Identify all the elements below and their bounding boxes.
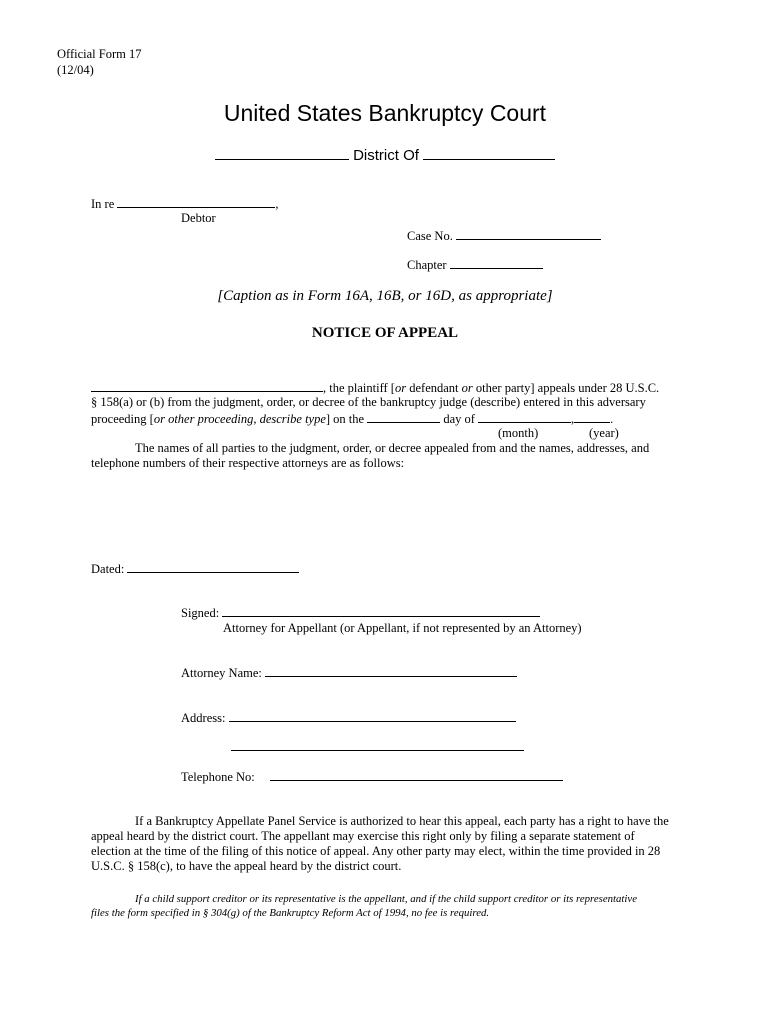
case-no-label: Case No. (407, 229, 453, 243)
notice-title: NOTICE OF APPEAL (311, 325, 459, 341)
form-date: (12/04) (57, 62, 94, 77)
court-title: United States Bankruptcy Court (223, 100, 547, 126)
chapter-line (407, 257, 543, 273)
appeal-line-2: § 158(a) or (b) from the judgment, order, or decree of the bankruptcy judge (describe) entered in this adversary (91, 395, 646, 409)
fee-note-line-2: files the form specified in § 304(g) of the Bankruptcy Reform Act of 1994, no fee is required. (91, 907, 490, 919)
signature-blank (222, 605, 540, 617)
dated-line (91, 561, 299, 577)
entry-date-blank (367, 411, 440, 423)
appeal-text: proceeding [ (91, 412, 154, 426)
month-blank (478, 411, 571, 423)
bap-notice-line-2: appeal heard by the district court. The appellant may exercise this right only by filing a separate statement of (91, 829, 635, 843)
attorney-name-blank (265, 665, 517, 677)
bap-notice-line-4: U.S.C. § 158(c), to have the appeal heard by the district court. (91, 859, 402, 873)
appeal-text: , the plaintiff [ (323, 381, 395, 395)
appeal-line-1 (91, 380, 659, 396)
in-re-label: In re (91, 197, 115, 211)
appeal-text-italic: or (394, 381, 407, 395)
in-re-blank (117, 196, 275, 208)
address-blank-2 (231, 750, 524, 751)
month-label: (month) (498, 426, 539, 440)
address-blank-1 (229, 710, 516, 722)
appeal-text: day of (443, 412, 475, 426)
appeal-text: ] on the (325, 412, 365, 426)
appeal-text: defendant (406, 381, 462, 395)
bap-notice-line-3: election at the time of the filing of this notice of appeal. Any other party may elect, within the time provided in 28 (91, 844, 661, 858)
appellant-name-blank (91, 380, 323, 392)
case-no-blank (456, 228, 601, 240)
attorney-name-label: Attorney Name: (181, 666, 262, 680)
parties-line-2: telephone numbers of their respective attorneys are as follows: (91, 456, 405, 470)
parties-line-1: The names of all parties to the judgment, order, or decree appealed from and the names, addresses, and (135, 441, 650, 455)
appeal-text-italic: or (461, 381, 473, 395)
district-blank-right (423, 146, 555, 160)
appeal-text: other party] appeals under 28 U.S.C. (472, 381, 660, 395)
telephone-blank (270, 769, 563, 781)
district-line (0, 146, 770, 165)
in-re-line: In re , (91, 197, 279, 211)
attorney-name-line (181, 665, 517, 681)
year-label: (year) (589, 426, 619, 440)
caption-note: [Caption as in Form 16A, 16B, or 16D, as appropriate] (217, 288, 553, 304)
signed-line (181, 605, 540, 621)
debtor-label: Debtor (181, 211, 216, 225)
chapter-label: Chapter (407, 258, 447, 272)
appeal-text-italic: or other proceeding, describe type (153, 412, 326, 426)
chapter-blank (450, 257, 543, 269)
district-blank-left (215, 146, 349, 160)
bap-notice-line-1: If a Bankruptcy Appellate Panel Service is authorized to hear this appeal, each party has a right to have the (135, 814, 669, 828)
year-blank (574, 411, 610, 423)
appeal-line-3: proceeding [or other proceeding, describe type] on the day of , . (91, 412, 614, 426)
fee-note-line-1: If a child support creditor or its representative is the appellant, and if the child support creditor or its representative (135, 893, 637, 905)
form-identifier (57, 47, 141, 78)
signed-label: Signed: (181, 606, 220, 620)
address-line (181, 710, 516, 726)
address-label: Address: (181, 711, 226, 725)
dated-label: Dated: (91, 562, 125, 576)
form-name: Official Form 17 (57, 47, 142, 61)
attorney-for-label: Attorney for Appellant (or Appellant, if not represented by an Attorney) (223, 621, 582, 635)
telephone-line (181, 769, 563, 785)
telephone-label: Telephone No: (181, 770, 255, 784)
dated-blank (127, 561, 299, 573)
district-label: District Of (353, 147, 419, 164)
case-no-line (407, 228, 601, 244)
